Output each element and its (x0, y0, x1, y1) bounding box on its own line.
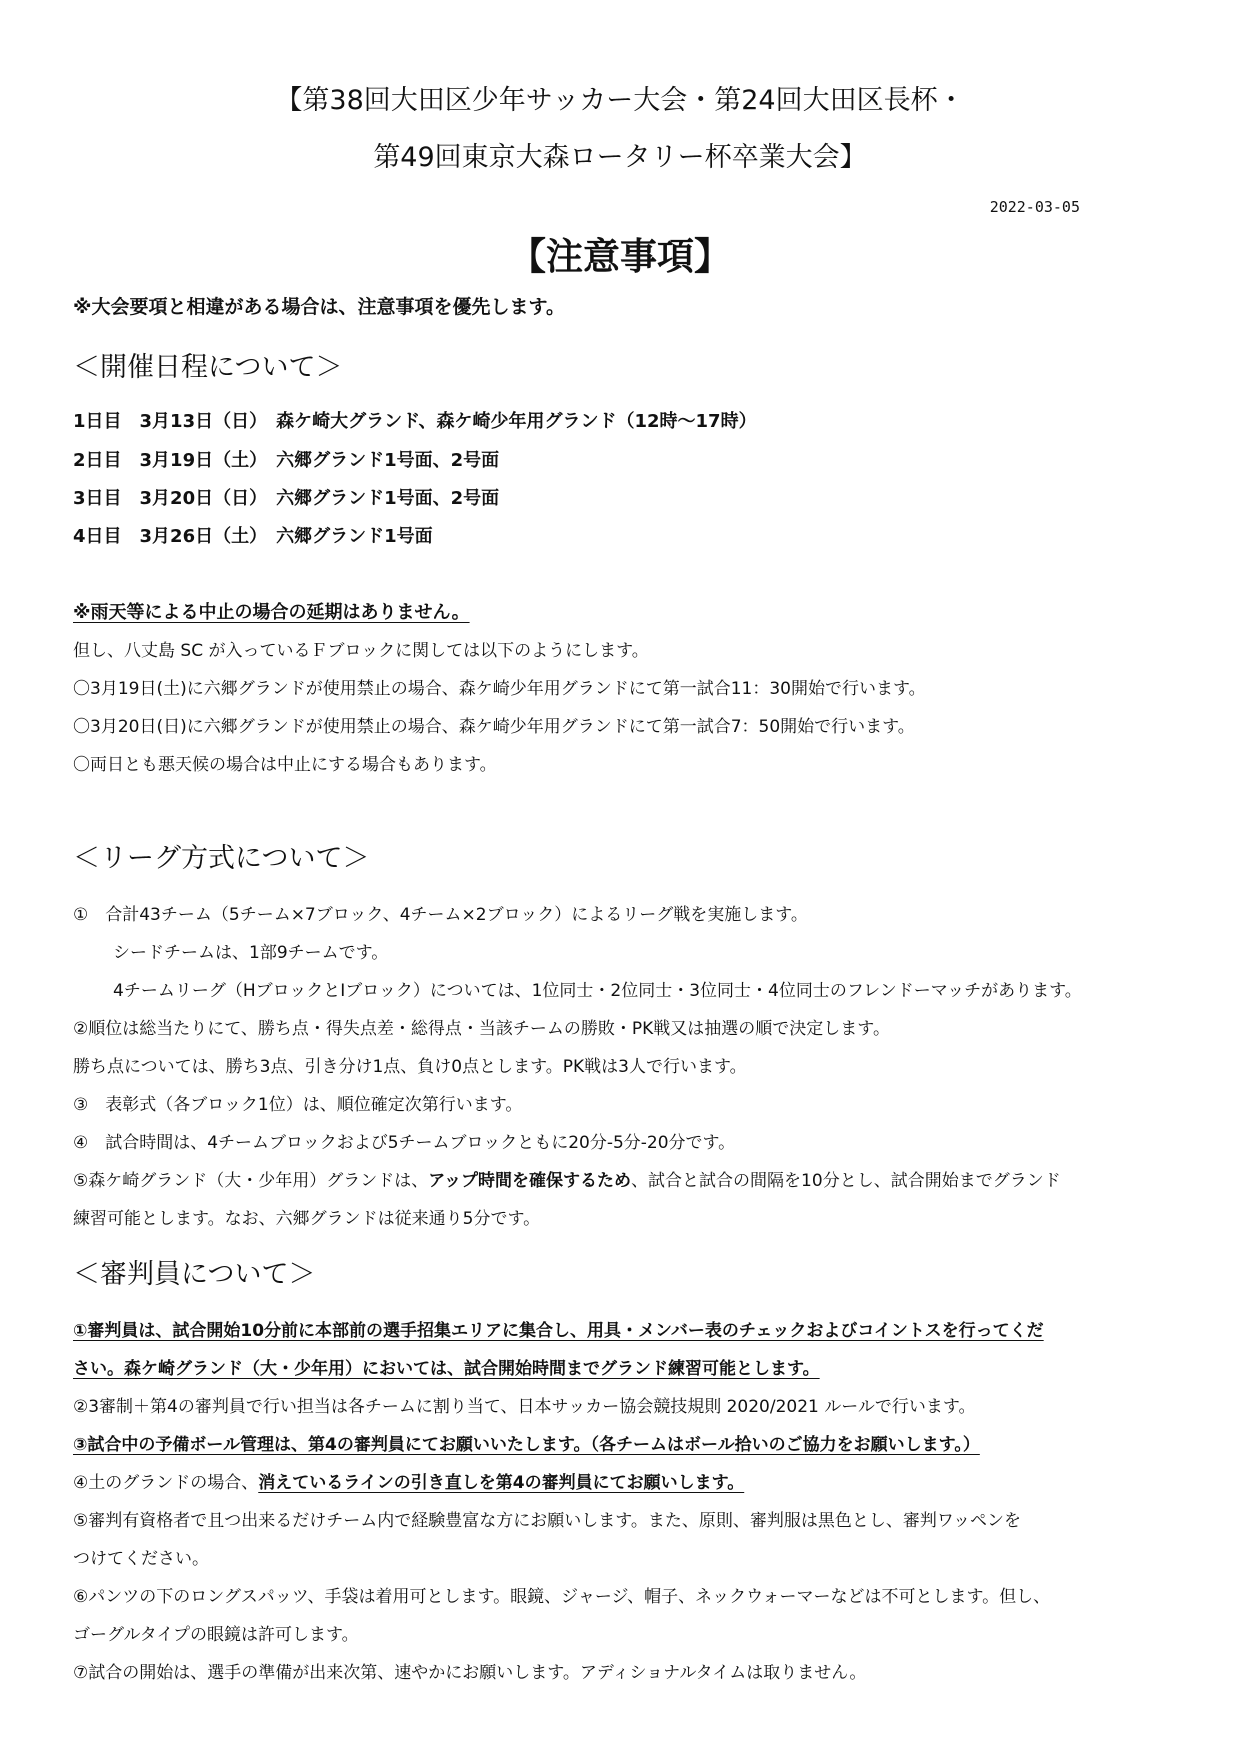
document-date: 2022-03-05 (989, 198, 1080, 216)
schedule-day-4: 4日目 3月26日（土） 六郷グランド1号面 (73, 526, 433, 547)
schedule-day-3: 3日目 3月20日（日） 六郷グランド1号面、2号面 (73, 488, 500, 509)
league-item-5-cont: 練習可能とします。なお、六郷グランドは従来通り5分です。 (73, 1209, 541, 1229)
title-line-2: 第49回東京大森ロータリー杯卒業大会】 (373, 142, 867, 173)
referee-item-6-cont: ゴーグルタイプの眼鏡は許可します。 (73, 1625, 359, 1645)
referee-item-4 (73, 1468, 744, 1493)
referee-item-4-bold: 消えているラインの引き直しを第4の審判員にてお願いします。 (258, 1473, 745, 1493)
league-item-1: ① 合計43チーム（5チーム×7ブロック、4チーム×2ブロック）によるリーグ戦を実施します。 (73, 905, 808, 925)
referee-heading: ＜審判員について＞ (73, 1259, 316, 1290)
league-item-1-sub-2: 4チームリーグ（HブロックとIブロック）については、1位同士・2位同士・3位同士・4位同士のフレンドーマッチがあります。 (113, 981, 1082, 1001)
league-item-3: ③ 表彰式（各ブロック1位）は、順位確定次第行います。 (73, 1095, 523, 1115)
main-heading: 【注意事項】 (509, 235, 731, 278)
rain-note: ※雨天等による中止の場合の延期はありません。 (73, 602, 470, 623)
referee-item-6: ⑥パンツの下のロングスパッツ、手袋は着用可とします。眼鏡、ジャージ、帽子、ネックウォーマーなどは不可とします。但し、 (73, 1587, 1051, 1607)
referee-item-5-cont: つけてください。 (73, 1549, 209, 1569)
title-line-1: 【第38回大田区少年サッカー大会・第24回大田区長杯・ (275, 85, 965, 116)
referee-item-3: ③試合中の予備ボール管理は、第4の審判員にてお願いいたします。（各チームはボール拾いのご協力をお願いします。） (73, 1435, 980, 1455)
schedule-line-3: 〇3月20日(日)に六郷グランドが使用禁止の場合、森ケ崎少年用グランドにて第一試合7：50開始で行います。 (73, 717, 915, 737)
league-item-5-bold: アップ時間を確保するため (428, 1171, 632, 1191)
league-item-4: ④ 試合時間は、4チームブロックおよび5チームブロックともに20分-5分-20分です。 (73, 1133, 736, 1153)
schedule-heading: ＜開催日程について＞ (73, 352, 343, 383)
league-item-5-part-a: ⑤森ケ崎グランド（大・少年用）グランドは、 (73, 1171, 429, 1191)
referee-item-1: ①審判員は、試合開始10分前に本部前の選手招集エリアに集合し、用具・メンバー表のチェックおよびコイントスを行ってくだ (73, 1321, 1044, 1341)
referee-item-1-cont: さい。森ケ崎グランド（大・少年用）においては、試合開始時間までグランド練習可能とします。 (73, 1359, 820, 1379)
schedule-line-4: 〇両日とも悪天候の場合は中止にする場合もあります。 (73, 755, 497, 775)
league-item-5 (73, 1166, 1061, 1191)
league-item-1-sub-1: シードチームは、1部9チームです。 (113, 943, 389, 963)
league-item-5-part-b: 、試合と試合の間隔を10分とし、試合開始までグランド (631, 1171, 1061, 1191)
schedule-day-2: 2日目 3月19日（土） 六郷グランド1号面、2号面 (73, 450, 500, 471)
schedule-line-2: 〇3月19日(土)に六郷グランドが使用禁止の場合、森ケ崎少年用グランドにて第一試合11：30開始で行います。 (73, 679, 926, 699)
schedule-line-1: 但し、八丈島 SC が入っているＦブロックに関しては以下のようにします。 (73, 641, 649, 661)
referee-item-2: ②3審制＋第4の審判員で行い担当は各チームに割り当て、日本サッカー協会競技規則 2020/2021 ルールで行います。 (73, 1397, 976, 1417)
league-heading: ＜リーグ方式について＞ (73, 843, 370, 874)
priority-note: ※大会要項と相違がある場合は、注意事項を優先します。 (73, 296, 565, 318)
referee-item-5: ⑤審判有資格者で且つ出来るだけチーム内で経験豊富な方にお願いします。また、原則、審判服は黒色とし、審判ワッペンを (73, 1511, 1022, 1531)
league-item-2-sub: 勝ち点については、勝ち3点、引き分け1点、負け0点とします。PK戦は3人で行います。 (73, 1057, 747, 1077)
schedule-day-1: 1日目 3月13日（日） 森ケ崎大グランド、森ケ崎少年用グランド（12時～17時） (73, 411, 757, 432)
referee-item-4-part-a: ④土のグランドの場合、 (73, 1473, 259, 1493)
referee-item-7: ⑦試合の開始は、選手の準備が出来次第、速やかにお願いします。アディショナルタイムは取りません。 (73, 1663, 867, 1683)
league-item-2: ②順位は総当たりにて、勝ち点・得失点差・総得点・当該チームの勝敗・PK戦又は抽選の順で決定します。 (73, 1019, 890, 1039)
